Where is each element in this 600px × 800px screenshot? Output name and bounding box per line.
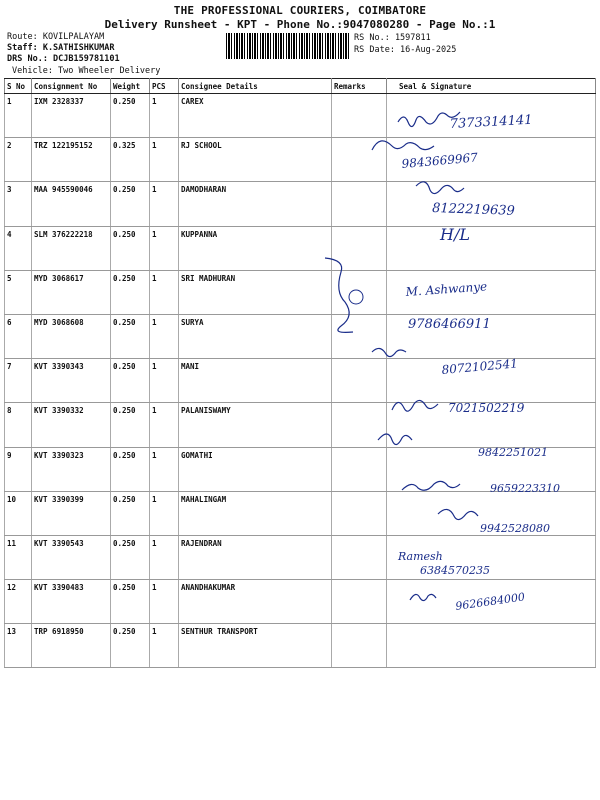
row-pcs: 1 — [150, 491, 179, 535]
barcode-image — [226, 33, 350, 59]
signature-phone: 9626684000 — [454, 590, 526, 613]
row-pcs: 1 — [150, 182, 179, 226]
row-pcs: 1 — [150, 94, 179, 138]
row-sno: 6 — [5, 314, 32, 358]
row-remarks — [332, 359, 387, 403]
row-consignee: GOMATHI — [179, 447, 332, 491]
row-pcs: 1 — [150, 314, 179, 358]
row-sno: 4 — [5, 226, 32, 270]
row-consignment: TRZ 122195152 — [32, 138, 111, 182]
signature-phone: 7373314141 — [449, 112, 533, 132]
col-sno: S No — [5, 79, 32, 94]
row-sno: 9 — [5, 447, 32, 491]
row-signature-cell — [387, 447, 596, 491]
row-consignee: MAHALINGAM — [179, 491, 332, 535]
row-sno: 10 — [5, 491, 32, 535]
row-signature-cell — [387, 491, 596, 535]
row-consignment: KVT 3390399 — [32, 491, 111, 535]
row-consignment: KVT 3390332 — [32, 403, 111, 447]
row-remarks — [332, 403, 387, 447]
row-weight: 0.250 — [111, 580, 150, 624]
row-weight: 0.250 — [111, 535, 150, 579]
row-sno: 3 — [5, 182, 32, 226]
col-pcs: PCS — [150, 79, 179, 94]
table-row — [5, 535, 596, 579]
row-weight: 0.250 — [111, 491, 150, 535]
row-remarks — [332, 94, 387, 138]
row-remarks — [332, 182, 387, 226]
row-signature-cell — [387, 359, 596, 403]
row-signature-cell — [387, 403, 596, 447]
table-row — [5, 624, 596, 668]
runsheet-subtitle: Delivery Runsheet - KPT - Phone No.:9047080280 - Page No.:1 — [104, 18, 496, 31]
row-sno: 1 — [5, 94, 32, 138]
row-consignee: DAMODHARAN — [179, 182, 332, 226]
row-remarks — [332, 535, 387, 579]
col-signature: Seal & Signature — [387, 79, 596, 94]
row-consignment: MYD 3068608 — [32, 314, 111, 358]
col-remarks: Remarks — [332, 79, 387, 94]
row-sno: 2 — [5, 138, 32, 182]
row-consignee: SURYA — [179, 314, 332, 358]
row-weight: 0.325 — [111, 138, 150, 182]
runsheet-meta — [7, 32, 120, 65]
table-row — [5, 94, 596, 138]
row-consignee: SRI MADHURAN — [179, 270, 332, 314]
route-text: Route: KOVILPALAYAM — [7, 32, 105, 42]
row-remarks — [332, 138, 387, 182]
row-sno: 13 — [5, 624, 32, 668]
row-pcs: 1 — [150, 447, 179, 491]
signature-phone: 9842251021 — [478, 446, 548, 459]
delivery-table — [4, 78, 596, 668]
row-signature-cell — [387, 535, 596, 579]
row-pcs: 1 — [150, 138, 179, 182]
row-signature-cell — [387, 226, 596, 270]
row-consignment: KVT 3390323 — [32, 447, 111, 491]
signature-phone: 7021502219 — [448, 401, 525, 415]
signature-phone: 6384570235 — [420, 564, 490, 577]
row-sno: 11 — [5, 535, 32, 579]
row-weight: 0.250 — [111, 359, 150, 403]
table-row — [5, 226, 596, 270]
row-pcs: 1 — [150, 580, 179, 624]
rs-number: RS No.: 1597811 — [354, 33, 431, 43]
col-weight: Weight — [111, 79, 150, 94]
col-consignment: Consignment No — [32, 79, 111, 94]
row-pcs: 1 — [150, 226, 179, 270]
row-consignee: KUPPANNA — [179, 226, 332, 270]
row-consignee: RJ SCHOOL — [179, 138, 332, 182]
table-row — [5, 580, 596, 624]
row-signature-cell — [387, 94, 596, 138]
table-row — [5, 447, 596, 491]
signature-phone: 8122219639 — [431, 201, 516, 219]
row-consignee: PALANISWAMY — [179, 403, 332, 447]
row-remarks — [332, 624, 387, 668]
row-consignment: KVT 3390543 — [32, 535, 111, 579]
row-weight: 0.250 — [111, 403, 150, 447]
row-weight: 0.250 — [111, 624, 150, 668]
col-consignee: Consignee Details — [179, 79, 332, 94]
row-weight: 0.250 — [111, 94, 150, 138]
row-consignment: KVT 3390343 — [32, 359, 111, 403]
row-weight: 0.250 — [111, 447, 150, 491]
signature-phone: 9843669967 — [401, 150, 479, 171]
row-signature-cell — [387, 270, 596, 314]
row-consignee: MANI — [179, 359, 332, 403]
table-row — [5, 314, 596, 358]
table-row — [5, 491, 596, 535]
row-weight: 0.250 — [111, 226, 150, 270]
row-pcs: 1 — [150, 403, 179, 447]
row-sno: 7 — [5, 359, 32, 403]
row-consignee: RAJENDRAN — [179, 535, 332, 579]
signature-text: Ramesh — [398, 550, 443, 563]
row-signature-cell — [387, 580, 596, 624]
signature-phone: 9659223310 — [490, 482, 560, 495]
row-consignment: SLM 376222218 — [32, 226, 111, 270]
row-weight: 0.250 — [111, 270, 150, 314]
row-pcs: 1 — [150, 270, 179, 314]
row-consignee: CAREX — [179, 94, 332, 138]
row-remarks — [332, 314, 387, 358]
table-row — [5, 138, 596, 182]
row-remarks — [332, 226, 387, 270]
row-pcs: 1 — [150, 624, 179, 668]
row-signature-cell — [387, 314, 596, 358]
row-consignee: ANANDHAKUMAR — [179, 580, 332, 624]
table-row — [5, 403, 596, 447]
vehicle-text: Vehicle: Two Wheeler Delivery — [12, 66, 161, 76]
row-weight: 0.250 — [111, 182, 150, 226]
row-signature-cell — [387, 624, 596, 668]
signature-phone: 9942528080 — [480, 522, 550, 535]
table-header-row — [5, 79, 596, 94]
row-consignment: TRP 6918950 — [32, 624, 111, 668]
row-weight: 0.250 — [111, 314, 150, 358]
staff-text: Staff: K.SATHISHKUMAR — [7, 43, 115, 53]
row-pcs: 1 — [150, 535, 179, 579]
rs-meta — [354, 32, 456, 56]
rs-date: RS Date: 16-Aug-2025 — [354, 45, 457, 55]
row-remarks — [332, 491, 387, 535]
row-sno: 8 — [5, 403, 32, 447]
row-consignment: KVT 3390483 — [32, 580, 111, 624]
row-consignee: SENTHUR TRANSPORT — [179, 624, 332, 668]
table-row — [5, 270, 596, 314]
row-consignment: IXM 2328337 — [32, 94, 111, 138]
signature-text: M. Ashwanye — [405, 279, 488, 299]
signature-phone: 9786466911 — [408, 317, 491, 332]
row-sno: 12 — [5, 580, 32, 624]
row-signature-cell — [387, 182, 596, 226]
row-pcs: 1 — [150, 359, 179, 403]
row-remarks — [332, 580, 387, 624]
row-remarks — [332, 447, 387, 491]
signature-phone: 8072102541 — [441, 356, 519, 377]
table-row — [5, 182, 596, 226]
signature-text: H/L — [440, 225, 470, 244]
company-title: THE PROFESSIONAL COURIERS, COIMBATORE — [173, 4, 427, 17]
row-consignment: MYD 3068617 — [32, 270, 111, 314]
row-consignment: MAA 945590046 — [32, 182, 111, 226]
row-signature-cell — [387, 138, 596, 182]
row-sno: 5 — [5, 270, 32, 314]
table-row — [5, 359, 596, 403]
row-remarks — [332, 270, 387, 314]
drs-text: DRS No.: DCJB159781101 — [7, 54, 120, 64]
